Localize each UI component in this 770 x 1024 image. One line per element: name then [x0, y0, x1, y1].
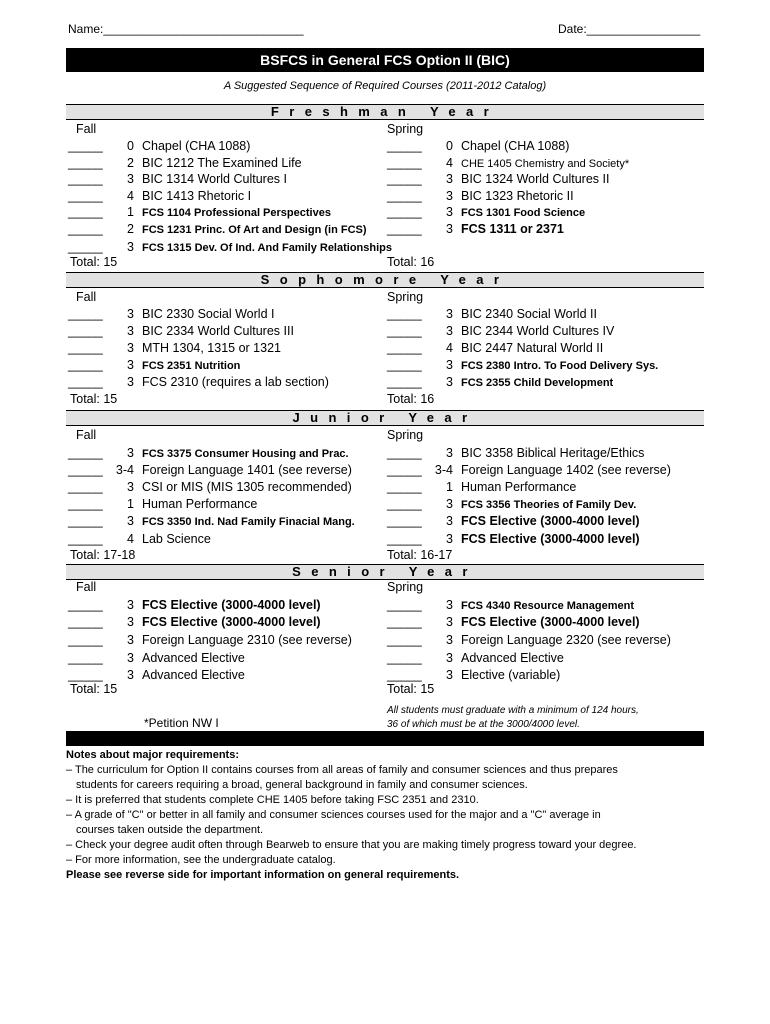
credit-hours: 3	[127, 375, 134, 389]
date-field-label: Date:_________________	[558, 22, 701, 36]
graduation-note-line: 36 of which must be at the 3000/4000 level.	[387, 719, 580, 730]
course-row	[68, 513, 355, 530]
credit-hours: 3	[127, 633, 134, 647]
completion-blank: _____	[68, 514, 103, 528]
course-row	[387, 323, 614, 340]
course-row	[68, 138, 250, 155]
fall-total: Total: 15	[70, 392, 118, 406]
credit-hours: 3	[446, 172, 453, 186]
spring-label: Spring	[387, 290, 424, 304]
graduation-note	[387, 704, 639, 732]
credit-hours: 3	[446, 189, 453, 203]
year-header: Junior Year	[66, 410, 704, 426]
notes-list	[66, 763, 706, 868]
completion-blank: _____	[387, 156, 422, 170]
course-name: BIC 2340 Social World II	[461, 307, 597, 321]
note-item: – A grade of "C" or better in all family and consumer sciences courses used for the major and a "C" average in	[66, 809, 601, 821]
completion-blank: _____	[68, 668, 103, 682]
spring-total: Total: 16	[387, 392, 435, 406]
completion-blank: _____	[68, 189, 103, 203]
completion-blank: _____	[68, 324, 103, 338]
course-name: BIC 1323 Rhetoric II	[461, 189, 574, 203]
course-row	[387, 462, 671, 479]
credit-hours: 3	[446, 375, 453, 389]
course-name: FCS 3356 Theories of Family Dev.	[461, 499, 637, 511]
completion-blank: _____	[68, 615, 103, 629]
course-row	[387, 374, 613, 391]
course-name: Foreign Language 1402 (see reverse)	[461, 463, 671, 477]
completion-blank: _____	[68, 139, 103, 153]
course-name: BIC 3358 Biblical Heritage/Ethics	[461, 446, 645, 460]
fall-total: Total: 15	[70, 682, 118, 696]
completion-blank: _____	[387, 341, 422, 355]
name-field-label: Name:______________________________	[68, 22, 304, 36]
credit-hours: 1	[446, 480, 453, 494]
completion-blank: _____	[68, 156, 103, 170]
completion-blank: _____	[387, 446, 422, 460]
course-row	[68, 597, 321, 614]
year-header: Freshman Year	[66, 104, 704, 120]
credit-hours: 3	[127, 615, 134, 629]
course-row	[387, 155, 629, 172]
graduation-note-line: All students must graduate with a minimum of 124 hours,	[387, 705, 639, 716]
credit-hours: 3	[446, 358, 453, 372]
course-row	[387, 306, 597, 323]
course-row	[387, 479, 576, 496]
course-name: FCS 1301 Food Science	[461, 207, 586, 219]
course-row	[387, 650, 564, 667]
completion-blank: _____	[387, 633, 422, 647]
credit-hours: 3	[127, 651, 134, 665]
completion-blank: _____	[68, 463, 103, 477]
credit-hours: 3	[446, 222, 453, 236]
year-header: Sophomore Year	[66, 272, 704, 288]
course-row	[387, 531, 640, 548]
credit-hours: 4	[446, 156, 453, 170]
credit-hours: 2	[127, 222, 134, 236]
credit-hours: 3	[446, 615, 453, 629]
completion-blank: _____	[387, 532, 422, 546]
course-name: FCS 1231 Princ. Of Art and Design (in FCS)	[142, 224, 367, 236]
completion-blank: _____	[68, 205, 103, 219]
credit-hours: 3	[446, 307, 453, 321]
course-name: FCS 4340 Resource Management	[461, 600, 635, 612]
spring-label: Spring	[387, 122, 424, 136]
course-name: FCS Elective (3000-4000 level)	[142, 615, 321, 629]
course-name: BIC 1314 World Cultures I	[142, 172, 287, 186]
course-row	[387, 340, 603, 357]
completion-blank: _____	[68, 532, 103, 546]
completion-blank: _____	[68, 240, 103, 254]
course-name: BIC 1324 World Cultures II	[461, 172, 610, 186]
course-row	[68, 340, 281, 357]
completion-blank: _____	[387, 324, 422, 338]
completion-blank: _____	[387, 651, 422, 665]
credit-hours: 3	[446, 205, 453, 219]
course-row	[387, 597, 634, 614]
course-name: CSI or MIS (MIS 1305 recommended)	[142, 480, 352, 494]
note-item: – For more information, see the undergraduate catalog.	[66, 854, 336, 866]
completion-blank: _____	[68, 480, 103, 494]
course-row	[68, 614, 321, 631]
completion-blank: _____	[68, 651, 103, 665]
year-header: Senior Year	[66, 564, 704, 580]
page-subtitle: A Suggested Sequence of Required Courses (2011-2012 Catalog)	[223, 80, 547, 92]
credit-hours: 3	[127, 668, 134, 682]
course-row	[387, 221, 564, 238]
course-row	[68, 462, 352, 479]
spring-total: Total: 16	[387, 255, 435, 269]
divider-bar	[66, 731, 704, 746]
credit-hours: 3	[127, 341, 134, 355]
course-name: BIC 2330 Social World I	[142, 307, 275, 321]
credit-hours: 4	[127, 532, 134, 546]
credit-hours: 3	[127, 598, 134, 612]
credit-hours: 3	[127, 324, 134, 338]
completion-blank: _____	[387, 139, 422, 153]
completion-blank: _____	[68, 222, 103, 236]
course-name: Chapel (CHA 1088)	[461, 139, 570, 153]
course-name: FCS Elective (3000-4000 level)	[461, 532, 640, 546]
credit-hours: 3-4	[434, 463, 453, 477]
course-name: BIC 1413 Rhetoric I	[142, 189, 252, 203]
course-name: Advanced Elective	[461, 651, 564, 665]
notes-footer: Please see reverse side for important information on general requirements.	[66, 869, 460, 881]
completion-blank: _____	[68, 598, 103, 612]
credit-hours: 3	[446, 598, 453, 612]
fall-label: Fall	[76, 580, 97, 594]
course-name: Foreign Language 1401 (see reverse)	[142, 463, 352, 477]
course-name: Foreign Language 2320 (see reverse)	[461, 633, 671, 647]
credit-hours: 3	[127, 307, 134, 321]
course-name: BIC 2447 Natural World II	[461, 341, 604, 355]
credit-hours: 3	[446, 446, 453, 460]
course-name: BIC 2334 World Cultures III	[142, 324, 294, 338]
credit-hours: 3-4	[115, 463, 134, 477]
course-row	[387, 357, 658, 374]
credit-hours: 2	[127, 156, 134, 170]
credit-hours: 3	[446, 651, 453, 665]
course-row	[387, 171, 609, 188]
credit-hours: 0	[446, 139, 453, 153]
completion-blank: _____	[387, 463, 422, 477]
completion-blank: _____	[68, 375, 103, 389]
course-name: FCS Elective (3000-4000 level)	[461, 615, 640, 629]
course-row	[68, 374, 329, 391]
page-title: BSFCS in General FCS Option II (BIC)	[66, 48, 704, 72]
course-name: BIC 2344 World Cultures IV	[461, 324, 615, 338]
credit-hours: 3	[446, 324, 453, 338]
course-name: FCS 2355 Child Development	[461, 377, 614, 389]
course-name: FCS 3350 Ind. Nad Family Finacial Mang.	[142, 516, 355, 528]
credit-hours: 3	[127, 446, 134, 460]
fall-total: Total: 17-18	[70, 548, 136, 562]
spring-total: Total: 15	[387, 682, 435, 696]
completion-blank: _____	[387, 172, 422, 186]
completion-blank: _____	[387, 375, 422, 389]
note-item: – Check your degree audit often through Bearweb to ensure that you are making timely progress toward your degree.	[66, 839, 637, 851]
credit-hours: 3	[127, 514, 134, 528]
credit-hours: 3	[127, 240, 134, 254]
credit-hours: 3	[127, 172, 134, 186]
course-row	[387, 632, 671, 649]
credit-hours: 4	[127, 189, 134, 203]
credit-hours: 3	[446, 668, 453, 682]
note-item: – The curriculum for Option II contains courses from all areas of family and consumer sciences and thus prepares	[66, 764, 618, 776]
credit-hours: 4	[446, 341, 453, 355]
completion-blank: _____	[68, 633, 103, 647]
course-name: Elective (variable)	[461, 668, 561, 682]
credit-hours: 0	[127, 139, 134, 153]
notes-heading: Notes about major requirements:	[66, 749, 239, 761]
course-name: FCS 2310 (requires a lab section)	[142, 375, 329, 389]
course-name: MTH 1304, 1315 or 1321	[142, 341, 281, 355]
course-name: BIC 1212 The Examined Life	[142, 156, 302, 170]
course-name: Advanced Elective	[142, 651, 245, 665]
course-row	[68, 445, 349, 462]
credit-hours: 1	[127, 205, 134, 219]
fall-label: Fall	[76, 428, 97, 442]
completion-blank: _____	[68, 358, 103, 372]
completion-blank: _____	[387, 480, 422, 494]
course-row	[68, 496, 257, 513]
credit-hours: 3	[446, 633, 453, 647]
spring-label: Spring	[387, 580, 424, 594]
course-row	[68, 221, 367, 238]
course-row	[68, 239, 392, 256]
major-notes	[66, 748, 706, 883]
completion-blank: _____	[68, 341, 103, 355]
course-name: FCS Elective (3000-4000 level)	[461, 514, 640, 528]
fall-label: Fall	[76, 290, 97, 304]
course-name: Human Performance	[461, 480, 577, 494]
course-row	[387, 614, 640, 631]
course-row	[387, 204, 585, 221]
course-row	[68, 155, 302, 172]
course-name: FCS 2380 Intro. To Food Delivery Sys.	[461, 360, 659, 372]
course-name: Advanced Elective	[142, 668, 245, 682]
completion-blank: _____	[387, 514, 422, 528]
completion-blank: _____	[68, 497, 103, 511]
course-name: Lab Science	[142, 532, 211, 546]
course-row	[387, 188, 574, 205]
completion-blank: _____	[387, 189, 422, 203]
completion-blank: _____	[68, 172, 103, 186]
fall-label: Fall	[76, 122, 97, 136]
completion-blank: _____	[387, 205, 422, 219]
spring-total: Total: 16-17	[387, 548, 453, 562]
note-item-continuation: courses taken outside the department.	[76, 824, 264, 836]
course-row	[68, 323, 294, 340]
credit-hours: 1	[127, 497, 134, 511]
completion-blank: _____	[387, 615, 422, 629]
course-name: Human Performance	[142, 497, 258, 511]
course-row	[68, 479, 352, 496]
course-row	[387, 496, 636, 513]
course-row	[387, 445, 644, 462]
course-row	[68, 650, 245, 667]
course-name: FCS 1104 Professional Perspectives	[142, 207, 331, 219]
completion-blank: _____	[387, 598, 422, 612]
credit-hours: 3	[127, 358, 134, 372]
credit-hours: 3	[446, 514, 453, 528]
completion-blank: _____	[387, 668, 422, 682]
course-row	[68, 632, 352, 649]
course-name: FCS Elective (3000-4000 level)	[142, 598, 321, 612]
course-name: FCS 1315 Dev. Of Ind. And Family Relationships	[142, 242, 392, 254]
credit-hours: 3	[127, 480, 134, 494]
credit-hours: 3	[446, 497, 453, 511]
course-row	[68, 306, 274, 323]
completion-blank: _____	[387, 307, 422, 321]
course-row	[68, 531, 211, 548]
completion-blank: _____	[387, 222, 422, 236]
completion-blank: _____	[68, 307, 103, 321]
fall-total: Total: 15	[70, 255, 118, 269]
note-item: – It is preferred that students complete CHE 1405 before taking FSC 2351 and 2310.	[66, 794, 479, 806]
completion-blank: _____	[68, 446, 103, 460]
course-name: FCS 1311 or 2371	[461, 222, 564, 236]
course-name: CHE 1405 Chemistry and Society*	[461, 158, 630, 170]
completion-blank: _____	[387, 497, 422, 511]
completion-blank: _____	[387, 358, 422, 372]
course-name: Chapel (CHA 1088)	[142, 139, 251, 153]
course-row	[68, 171, 287, 188]
note-item-continuation: students for careers requiring a broad, general background in family and consumer sciences.	[76, 779, 528, 791]
course-name: FCS 3375 Consumer Housing and Prac.	[142, 448, 349, 460]
course-row	[68, 204, 331, 221]
course-row	[387, 513, 640, 530]
credit-hours: 3	[446, 532, 453, 546]
course-row	[68, 188, 251, 205]
petition-note: *Petition NW I	[144, 716, 219, 730]
course-row	[387, 138, 569, 155]
course-name: FCS 2351 Nutrition	[142, 360, 241, 372]
course-row	[68, 357, 240, 374]
spring-label: Spring	[387, 428, 424, 442]
course-name: Foreign Language 2310 (see reverse)	[142, 633, 352, 647]
